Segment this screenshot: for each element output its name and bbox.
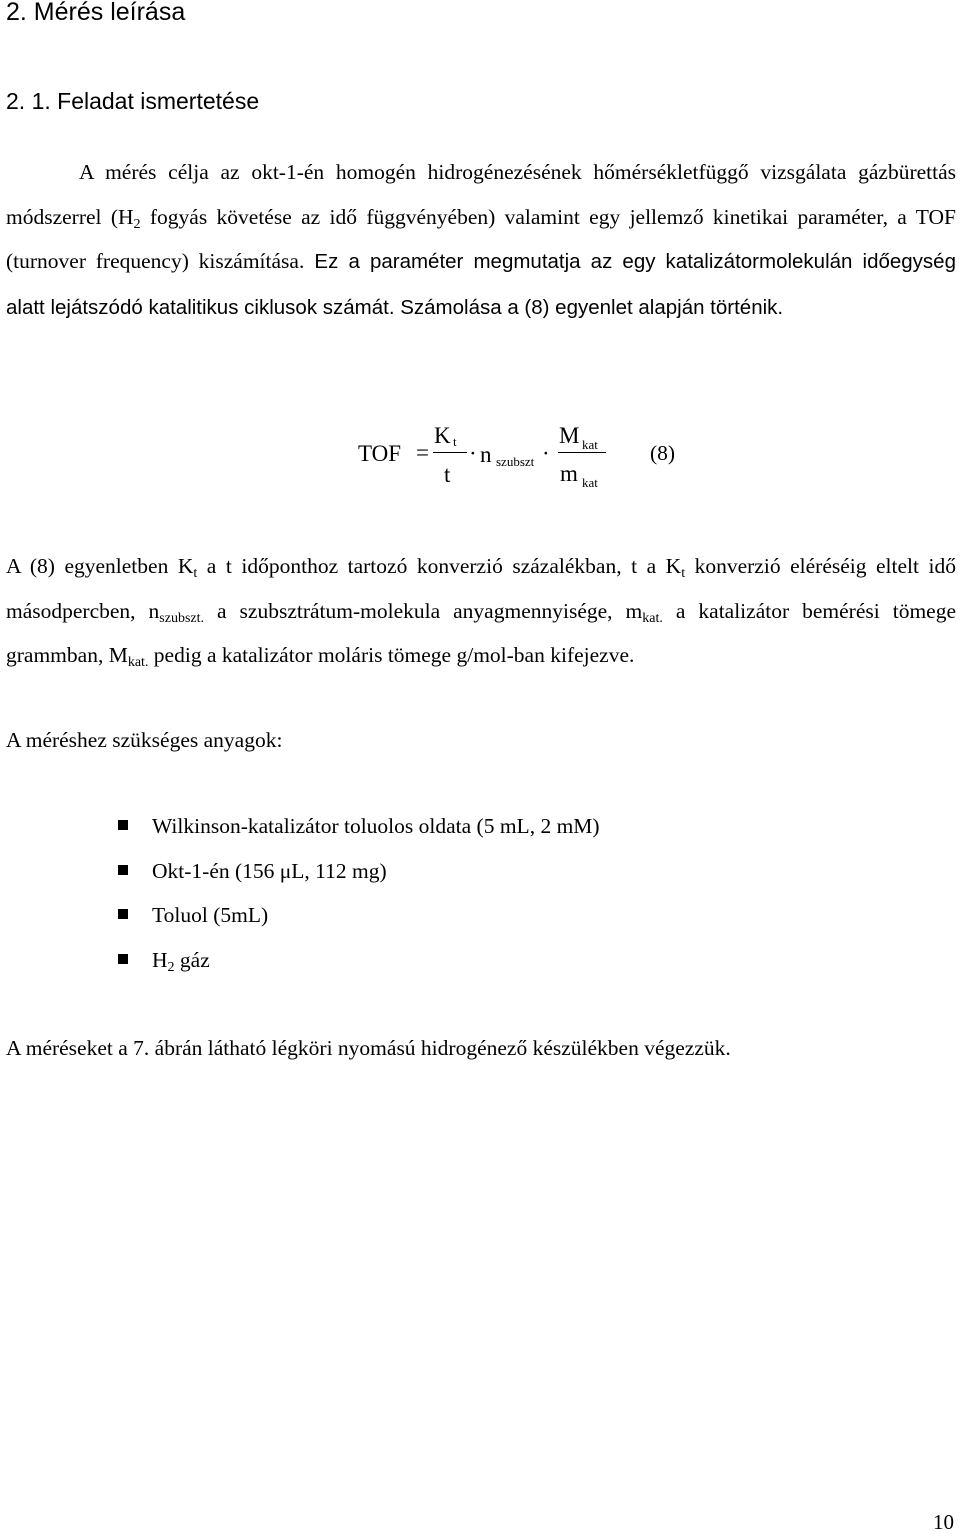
intro-paragraph <box>6 150 956 330</box>
def-text-e: a katalizátor bemérési tömege grammban, M <box>6 598 956 667</box>
def-text-a: A (8) egyenletben K <box>6 554 194 578</box>
n-subscript: szubszt. <box>159 610 205 626</box>
formula-lhs: TOF <box>358 441 402 466</box>
formula-m-sub: kat <box>582 475 598 490</box>
bullet-square-icon <box>118 954 128 964</box>
list-item <box>118 849 600 894</box>
list-item <box>118 893 600 938</box>
material-text: Okt-1-én (156 μL, 112 mg) <box>152 858 387 883</box>
kt-subscript-2: t <box>681 566 686 581</box>
fraction-bar-1 <box>433 452 467 453</box>
def-text-b: a t időponthoz tartozó konverzió százalékban, t a K <box>197 554 682 578</box>
list-item <box>118 804 600 849</box>
M-subscript: kat. <box>127 655 149 670</box>
bullet-square-icon <box>118 909 128 919</box>
subsection-heading: 2. 1. Feladat ismertetése <box>6 88 260 114</box>
intro-text-b: fogyás követése az idő függvényében) valamint egy jellemző kinetikai paraméter, a TOF (turnover frequency) kiszámítása. <box>6 204 957 273</box>
formula-k: K <box>434 423 451 448</box>
formula-equals: = <box>416 440 429 465</box>
intro-text-a: A mérés célja az okt-1-én homogén hidrogénezésének hőmérsékletfüggő vizsgálata gázbürettás módszerrel (H <box>6 160 956 229</box>
materials-intro: A méréshez szükséges anyagok: <box>6 728 283 752</box>
h2-subscript: 2 <box>167 959 175 975</box>
formula-n: n <box>480 442 492 467</box>
material-text: Toluol (5mL) <box>152 903 269 927</box>
fraction-bar-2 <box>558 452 606 453</box>
material-text: Wilkinson-katalizátor toluolos oldata (5 mL, 2 mM) <box>152 814 600 838</box>
formula-dot-1: · <box>469 441 477 466</box>
definitions-paragraph <box>6 544 956 678</box>
formula-n-sub: szubszt <box>496 454 535 469</box>
formula-m: m <box>560 461 578 486</box>
materials-list <box>118 804 600 982</box>
tof-equation <box>356 418 696 498</box>
def-text-c: konverzió eléréséig eltelt idő másodpercben, n <box>6 554 956 623</box>
intro-text-c: Ez a paraméter megmutatja az egy katalizátormolekulán időegység alatt lejátszódó katalitikus ciklusok számát. Számolása a (8) egyenlet alapján történik. <box>6 250 956 319</box>
material-text: H <box>152 947 168 972</box>
material-text: gáz <box>174 947 210 972</box>
formula-M: M <box>559 423 580 448</box>
bullet-square-icon <box>118 865 128 875</box>
m-subscript: kat. <box>642 610 663 626</box>
list-item <box>118 938 600 983</box>
closing-paragraph: A méréseket a 7. ábrán látható légköri nyomású hidrogénező készülékben végezzük. <box>6 1036 731 1060</box>
def-text-f: pedig a katalizátor moláris tömege g/mol-ban kifejezve. <box>148 643 635 667</box>
bullet-square-icon <box>118 820 128 830</box>
formula-dot-2: · <box>542 441 550 466</box>
formula-t: t <box>444 462 451 487</box>
equation-number: (8) <box>650 441 676 465</box>
def-text-d: a szubsztrátum-molekula anyagmennyisége, m <box>204 598 643 623</box>
section-heading: 2. Mérés leírása <box>6 0 186 26</box>
formula-k-sub: t <box>453 434 457 449</box>
h2-subscript: 2 <box>133 216 141 232</box>
page-number: 10 <box>933 1510 954 1534</box>
formula-M-sub: kat <box>582 437 598 452</box>
kt-subscript-1: t <box>193 566 198 581</box>
